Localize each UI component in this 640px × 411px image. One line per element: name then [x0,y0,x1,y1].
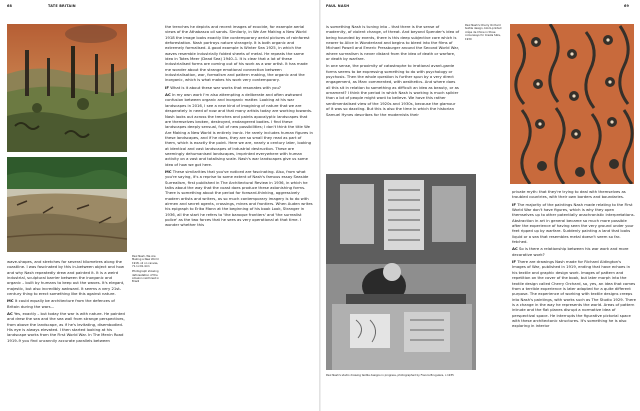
paragraph [326,24,460,61]
war-painting-image [7,24,127,152]
right-column-2 [512,189,636,408]
studio-photo [326,174,476,370]
speaker: IF [512,201,517,207]
speaker: MC [7,298,14,304]
paragraph-text: private myth: that they're trying to deal with themselves as troubled countries, with their own borders and boundaries. [512,189,626,200]
paragraph-text: These similarities that you've noticed are fascinating. Also, from what you're saying, it's a reprise to some extent of Nash's famous essay Seaside Surrealism, first published in The Architectural Review in 1936, in which he talks about the way that the coast does produce these astonishing forms. There is something about the period for forward-thinking, aggressively modern artists and writers, as so much contemporary imagery is to do with airmen and secret agents, crossings, mines and frontiers. When Auden writes his epigraph to Erika Mann at the beginning of his book Look, Stranger in 1936, all the start he refers to 'the baroque frontiers' and 'the surrealist police' as the two forces that he sees as very operational at that time. I wonder whether this [165,168,313,228]
studio-caption: Paul Nash's studio drawing textile designs in progress, photographed by Francis Bruguière, c.1935 [326,374,454,377]
paragraph [165,24,313,83]
caption-war-painting: Paul Nash, We Are Making a New World 1918, oil on canvas, 71.1×91.4cm [132,255,159,269]
paragraph [165,92,313,167]
paragraph [7,259,127,296]
textile-pattern-icon [510,24,634,184]
paragraph [7,311,127,343]
left-folio: 68 [7,4,13,8]
paragraph [512,246,636,257]
paragraph-text: The majority of the paintings Nash made relating to the First World War don't have figures, which is why they open themselves up to other potentially anachronistic interpretations. Abstraction in art in general became so much more possible after the experience of having seen the very ground under your feet ripped up by warfare. Suddenly painting a land that looks liquid or a sea that resembles metal doesn't seem so far-fetched. [512,201,635,245]
left-running-head: TATE BRITAIN [48,4,76,8]
paragraph [326,63,460,116]
paragraph [512,189,636,200]
right-column-1 [326,24,460,170]
speaker: AC [7,311,13,317]
left-column-1 [7,259,127,408]
textile-pattern-image [510,24,634,184]
paragraph-text: So is there a relationship between his war work and more decorative work? [512,246,629,257]
paragraph [512,202,636,245]
paragraph-text: In one sense, the proximity of catastrophe to irrational avant-garde forms seems to be expressing something to do with psychology or psychosis. Then the whole question is further spun by a very direct engagement, as Marc commented, with aesthetics. And where does all this sit in relation to something as difficult an idea as beauty, or as ornament? I think the period in which Nash is working is much spikier than a lot of people might want to believe. We have this rather sentimentalised view of the 1920s and 1930s, because the glamour of it was so dazzling. But this is also the time in which the historian Samuel Hynes describes for the modernists their [326,63,459,117]
paragraph-text: is something Nash is tuning into – that there is the sense of modernity, of violent change, of threat. And beyond Spender's idea of being hounded by events, there is this deep subjective core which is nearer to Alice in Wonderland and begins to bleed into the films of Michael Powell and Emeric Pressburger around the Second World War, where surrealism is never distant from the idea of death or warfare, or death by warfare. [326,24,460,62]
paragraph-text: In my own work I'm also attempting a deliberate and often awkward confusion between organic and inorganic matter. Looking at his war landscapes in 2016, I see a new kind of imagining of nature that we are desperately in need of now and that many artists today are working towards. Nash looks out across the trenches and paints apocalyptic landscapes that are themselves broken, destroyed, endangered bodies. I find these landscapes deeply sensual, full of new possibilities; I don't think the title We Are Making a New World is entirely ironic. He rarely includes human figures in these landscapes, and if he does, they are so small they read as part of them, which is exactly the point. Here we are, nearly a century later, looking at identical and vast landscapes of industrial destruction. These are seemingly dehumanised landscapes, imprinted everywhere with human activity on a vast and totalising scale. Nash's war landscapes give us some idea of how we got here. [165,92,313,167]
right-folio: 69 [624,4,630,8]
studio-photo-icon [326,174,476,370]
speaker: MC [165,168,172,174]
speaker: AC [165,92,171,98]
deforestation-photo [7,157,127,252]
paragraph-text: wave-shapes, and stretches for several kilometres along the coastline. I was fascinated by this in-between object and how and why Nash repeatedly drew and painted it. It is a weird industrial, sculptural barrier between the inorganic and organic – built by humans to keep out the waves. It's elegant, majestic, but also incredibly awkward. It seems a very 21st-century thing to erect something like this against nature. [7,259,125,297]
left-caption [132,255,160,311]
speaker: IF [165,84,170,90]
caption-deforestation: Photograph showing deforestation of the Amazon rainforest in Brazil [132,270,159,284]
paragraph [512,259,636,328]
speaker: IF [512,259,517,265]
left-column-2 [165,24,313,408]
page-gutter [319,0,321,411]
paragraph [165,169,313,228]
textile-caption: Paul Nash's Cherry Orchard textile design, block-printed crêpe de Chine in three colourways for Cresta Silks, 1930 [465,24,502,41]
paragraph-text: It could equally be architecture from the defences of Britain during the wars… [7,298,115,309]
paragraph [165,85,313,90]
paragraph-text: the trenches he depicts and recent images of ecocide, for example aerial views of the Athabasca oil sands. Similarly, in We Are Making a New World 1918 the image looks exactly like contemporary aerial pictures of rainforest deforestation. Nash portrays nature strangely. It is both organic and extremely formalised. A good example is Winter Sea 1925, in which the waves resemble industrially folded sheets of metal. He repeats the same idea in Totes Meer (Dead Sea) 1940–1. It is clear that a lot of these industrialised forms are coming out of his work as a war artist. It has made me wonder about the strange emotional connection between industrialisation, war, formalism and pattern making, the organic and the inorganic, which is what makes his work very contemporary. [165,24,310,83]
speaker: AC [512,246,518,252]
war-painting-icon [7,24,127,152]
right-running-head: PAUL NASH [326,4,350,8]
paragraph-text: There are drawings Nash made for Richard Aldington's Images of War, published in 1919, ending that have echoes in his textile and graphic design work. Images of pattern and repetition on the cover of the book, but later morph into the textile design called Cherry Orchard, so, yes, an idea that comes from a terrible experience is later adapted for a quite different purpose. The experience of working with textile designs creeps into Nash's paintings, with works such as The Studio 1929. There is a change in the way he represents the world. Areas of pattern intrude and the flat planes disrupt a normative idea of perspectival space. He interrupts the figurative pictorial space with these architectonic structures. It's something he is also exploring in interior [512,259,636,329]
deforestation-photo-icon [7,157,127,252]
paragraph [7,298,127,309]
paragraph-text: Yes, exactly – but today the war is with nature. He painted and drew the sea and the sea wall from strange perspectives, from above the landscape, as if he's levitating, disembodied. His eye is always elevated. I then started looking at his landscape works from the First World War. In The Menin Road 1919–9 you find uncannily accurate parallels between [7,311,125,343]
paragraph-text: What is it about these war works that resonates with you? [170,84,281,90]
